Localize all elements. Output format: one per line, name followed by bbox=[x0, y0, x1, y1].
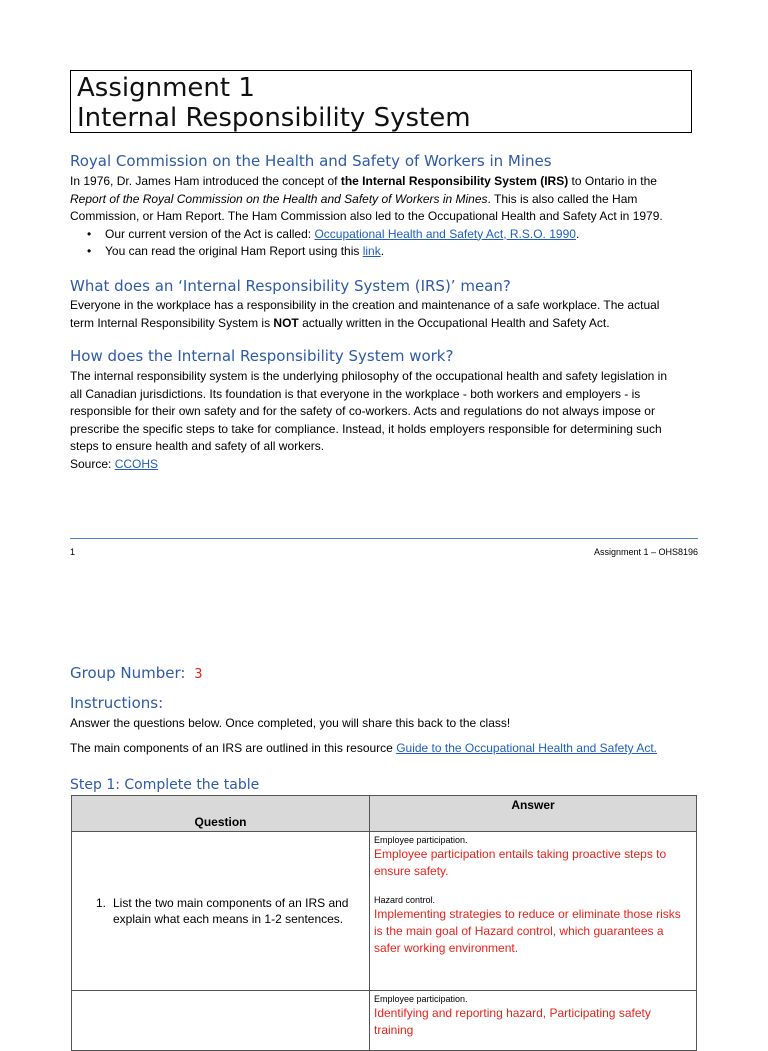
answer-cell[interactable] bbox=[370, 832, 697, 991]
section2-heading: What does an ‘Internal Responsibility System (IRS)’ mean? bbox=[70, 277, 511, 295]
p1-bold: the Internal Responsibility System (IRS) bbox=[340, 174, 569, 188]
s3-line: responsible for their own safety and for the safety of co-workers. Acts and regulations do not always impose or bbox=[70, 404, 655, 418]
instructions-line-2 bbox=[70, 740, 700, 758]
title-box bbox=[70, 70, 692, 133]
s3-line: prescribe the specific steps to take for compliance. Instead, it holds employers responsible for determining such bbox=[70, 421, 662, 436]
section2-paragraph bbox=[70, 297, 700, 332]
ohs-guide-link[interactable]: Guide to the Occupational Health and Safety Act. bbox=[396, 741, 658, 755]
bullet1-end: . bbox=[575, 226, 580, 241]
page-number: 1 bbox=[70, 547, 76, 557]
answer-label: Employee participation. bbox=[374, 994, 468, 1004]
table-header-row bbox=[72, 796, 697, 832]
question-number: 1. bbox=[96, 896, 107, 910]
section3-heading: How does the Internal Responsibility System work? bbox=[70, 347, 454, 365]
title-line-2: Internal Responsibility System bbox=[77, 103, 471, 133]
bullet1-text: Our current version of the Act is called: bbox=[105, 226, 315, 241]
s2-line2-bold: NOT bbox=[273, 315, 299, 330]
section1-paragraph bbox=[70, 173, 700, 261]
s3-line: steps to ensure health and safety of all workers. bbox=[70, 439, 325, 453]
header-question: Question bbox=[72, 796, 370, 832]
table-row bbox=[72, 832, 697, 991]
group-number-label: Group Number: bbox=[70, 664, 186, 682]
source-label: Source: bbox=[70, 456, 115, 471]
group-number-line bbox=[70, 664, 203, 682]
bullet-item bbox=[70, 243, 700, 261]
section1-bullets bbox=[70, 226, 700, 261]
title-line-1: Assignment 1 bbox=[77, 73, 255, 103]
p1-b: to Ontario in the bbox=[568, 174, 657, 188]
s3-line: all Canadian jurisdictions. Its foundation is that everyone in the workplace - both workers and employers - is bbox=[70, 386, 641, 401]
p1-c: . This is also called the Ham bbox=[487, 191, 638, 206]
qa-table bbox=[71, 795, 697, 1051]
table-row bbox=[72, 991, 697, 1051]
ohs-act-link[interactable]: Occupational Health and Safety Act, R.S.O. 1990 bbox=[314, 226, 576, 241]
s2-line1: Everyone in the workplace has a responsibility in the creation and maintenance of a safe workplace. The actual bbox=[70, 298, 660, 312]
p1-a: In 1976, Dr. James Ham introduced the concept of bbox=[70, 174, 341, 188]
answer-text: Implementing strategies to reduce or eliminate those risks is the main goal of Hazard control, which guarantees a safer working environment. bbox=[374, 907, 681, 955]
instructions-line-1: Answer the questions below. Once completed, you will share this back to the class! bbox=[70, 716, 511, 730]
s3-line: The internal responsibility system is the underlying philosophy of the occupational health and safety legislation in bbox=[70, 369, 668, 383]
group-number-value: 3 bbox=[194, 667, 203, 682]
ham-report-link[interactable]: link bbox=[362, 244, 381, 258]
bullet-icon: • bbox=[87, 244, 92, 258]
instr2-text: The main components of an IRS are outlined in this resource bbox=[70, 741, 397, 755]
question-line: List the two main components of an IRS and bbox=[113, 896, 349, 910]
section3-paragraph bbox=[70, 368, 700, 473]
answer-label: Hazard control. bbox=[374, 895, 436, 905]
section1-heading: Royal Commission on the Health and Safety of Workers in Mines bbox=[70, 152, 552, 170]
p1-d: Commission, or Ham Report. The Ham Commission also led to the Occupational Health and Safety Act in 1979. bbox=[70, 209, 663, 223]
instructions-heading: Instructions: bbox=[70, 694, 164, 712]
answer-cell[interactable] bbox=[370, 991, 697, 1051]
footer-divider bbox=[70, 538, 698, 539]
answer-text: Identifying and reporting hazard, Participating safety training bbox=[374, 1006, 651, 1037]
answer-text: Employee participation entails taking proactive steps to ensure safety. bbox=[374, 847, 667, 878]
step1-heading: Step 1: Complete the table bbox=[70, 777, 260, 793]
question-line: explain what each means in 1-2 sentences. bbox=[113, 912, 344, 926]
bullet-item bbox=[70, 226, 700, 244]
footer-title: Assignment 1 – OHS8196 bbox=[593, 547, 698, 557]
header-answer: Answer bbox=[370, 796, 697, 832]
s2-line2-b: actually written in the Occupational Health and Safety Act. bbox=[298, 315, 610, 330]
p1-italic: Report of the Royal Commission on the Health and Safety of Workers in Mines bbox=[70, 191, 488, 206]
s2-line2-a: term Internal Responsibility System is bbox=[70, 315, 274, 330]
bullet-icon: • bbox=[87, 226, 92, 241]
question-cell bbox=[72, 991, 370, 1051]
answer-label: Employee participation. bbox=[374, 835, 468, 845]
ccohs-link[interactable]: CCOHS bbox=[114, 456, 159, 471]
question-text bbox=[72, 895, 369, 927]
bullet2-end: . bbox=[380, 244, 385, 258]
question-cell bbox=[72, 832, 370, 991]
bullet2-text: You can read the original Ham Report using this bbox=[105, 244, 363, 258]
